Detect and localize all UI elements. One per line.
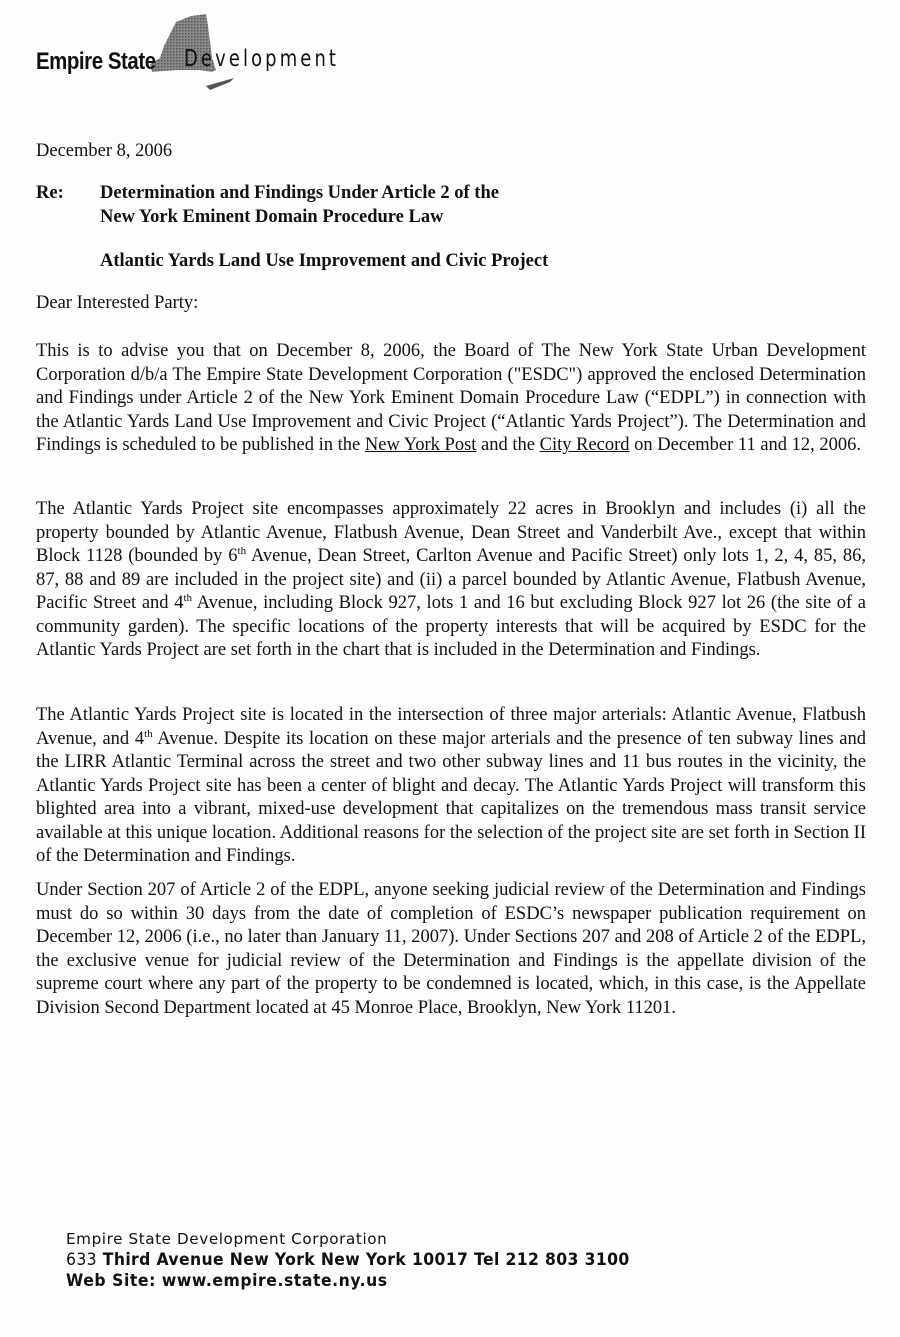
subject-project: Atlantic Yards Land Use Improvement and Civic Project: [100, 251, 549, 271]
paragraph-text: Avenue. Despite its location on these major arterials and the presence of ten subway lines and the LIRR Atlantic Terminal across the street and two other subway lines and 11 bus routes in the vicinity, the Atlantic Yards Project site has been a center of blight and decay. The Atlantic Yards Project will transform this blighted area into a vibrant, mixed-use development that capitalizes on the tremendous mass transit service available at this unique location. Additional reasons for the selection of the project site are set forth in Section II of the Determination and Findings.: [36, 728, 866, 866]
letterhead-logo: [36, 10, 376, 90]
subject-lines: [100, 182, 800, 229]
paragraph-approval: [36, 340, 866, 458]
paragraph-text: and the: [476, 435, 540, 455]
logo-empire-state-text: Empire State: [36, 48, 156, 75]
salutation: Dear Interested Party:: [36, 293, 199, 313]
subject-line-2: New York Eminent Domain Procedure Law: [100, 206, 444, 227]
subject-label: Re:: [36, 183, 64, 203]
new-york-post-reference: New York Post: [364, 435, 477, 455]
paragraph-judicial-review: Under Section 207 of Article 2 of the EDPL, anyone seeking judicial review of the Determination and Findings must do so within 30 days from the date of completion of ESDC’s newspaper publication requirement on December 12, 2006 (i.e., no later than January 11, 2007). Under Sections 207 and 208 of Article 2 of the EDPL, the exclusive venue for judicial review of the Determination and Findings is the appellate division of the supreme court where any part of the property to be condemned is located, which, in this case, is the Appellate Division Second Department located at 45 Monroe Place, Brooklyn, New York 11201.: [36, 880, 866, 1018]
paragraph-text: The Atlantic Yards Project site is located in the intersection of three major arterials: Atlantic Avenue, Flatbush Avenue, and 4: [36, 705, 866, 749]
subject-line-1: Determination and Findings Under Article 2 of the: [100, 183, 499, 203]
footer-organization: Empire State Development Corporation: [66, 1230, 388, 1248]
paragraph-site-location: [36, 704, 866, 869]
footer-address: [66, 1250, 630, 1270]
paragraph-text: Avenue, Dean Street, Carlton Avenue and Pacific Street) only lots 1, 2, 4, 85, 86, 87, 88 and 89 are included in the project site) and (ii) a parcel bounded by Atlantic Avenue, Flatbush Avenue, Pacific Street and 4: [36, 546, 866, 613]
letterhead-footer: [66, 1230, 679, 1291]
ordinal-suffix: th: [183, 591, 193, 604]
paragraph-text: This is to advise you that on December 8, 2006, the Board of The New York State Urban Development Corporation d/b/a The Empire State Development Corporation ("ESDC") approved the enclosed Determination and Findings under Article 2 of the New York Eminent Domain Procedure Law (“EDPL”) in connection with the Atlantic Yards Land Use Improvement and Civic Project (“Atlantic Yards Project”). The Determination and Findings is scheduled to be published in the: [36, 341, 866, 455]
paragraph-text: Avenue, including Block 927, lots 1 and 16 but excluding Block 927 lot 26 (the site of a community garden). The specific locations of the property interests that will be acquired by ESDC for the Atlantic Yards Project are set forth in the chart that is included in the Determination and Findings.: [36, 593, 866, 660]
paragraph-text: The Atlantic Yards Project site encompasses approximately 22 acres in Brooklyn and includes (i) all the property bounded by Atlantic Avenue, Flatbush Avenue, Dean Street and Vanderbilt Ave., except that within Block 1128 (bounded by 6: [36, 499, 866, 566]
ordinal-suffix: th: [144, 727, 153, 740]
logo-development-text: Development: [184, 46, 340, 72]
footer-website: Web Site: www.empire.state.ny.us: [66, 1271, 388, 1291]
paragraph-text: on December 11 and 12, 2006.: [629, 435, 862, 455]
letter-date: December 8, 2006: [36, 141, 173, 161]
city-record-reference: City Record: [539, 435, 630, 455]
paragraph-site-description: [36, 498, 866, 663]
ordinal-suffix: th: [237, 544, 247, 557]
footer-address-text: Third Avenue New York New York 10017 Tel 212 803 3100: [102, 1250, 630, 1270]
footer-street-number: 633: [66, 1250, 97, 1270]
